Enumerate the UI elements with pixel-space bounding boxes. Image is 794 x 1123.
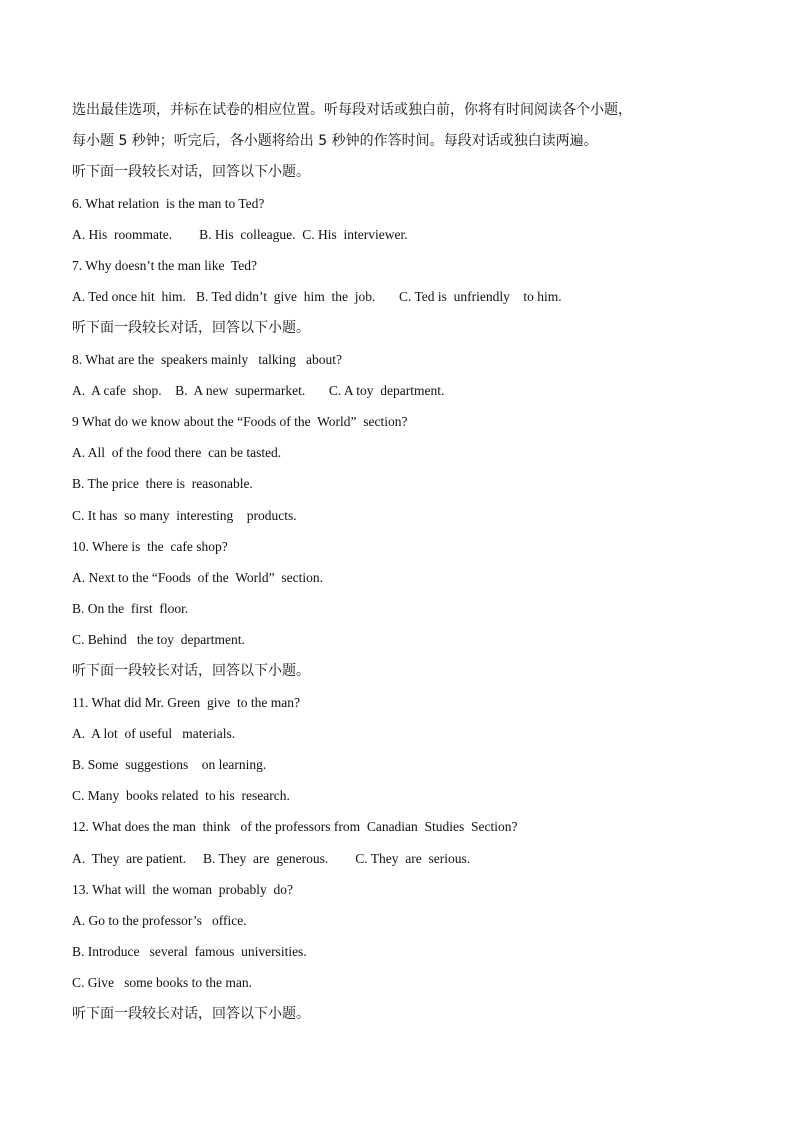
section-intro: 听下面一段较长对话，回答以下小题。 (72, 663, 310, 679)
section-intro: 听下面一段较长对话，回答以下小题。 (72, 1006, 310, 1022)
question-11: 11. What did Mr. Green give to the man? (72, 695, 300, 710)
question-11-option-b: B. Some suggestions on learning. (72, 757, 267, 772)
question-10-option-c: C. Behind the toy department. (72, 632, 245, 647)
question-13-option-a: A. Go to the professor’s office. (72, 913, 247, 928)
question-6-options: A. His roommate. B. His colleague. C. His interviewer. (72, 227, 408, 242)
question-11-option-c: C. Many books related to his research. (72, 788, 290, 803)
question-13-option-c: C. Give some books to the man. (72, 975, 252, 990)
question-10: 10. Where is the cafe shop? (72, 539, 228, 554)
section-intro: 听下面一段较长对话，回答以下小题。 (72, 164, 310, 180)
question-10-option-a: A. Next to the “Foods of the World” section. (72, 570, 323, 585)
question-12-options: A. They are patient. B. They are generous. C. They are serious. (72, 851, 471, 866)
question-11-option-a: A. A lot of useful materials. (72, 726, 236, 741)
question-9-option-c: C. It has so many interesting products. (72, 508, 297, 523)
question-8-options: A. A cafe shop. B. A new supermarket. C. A toy department. (72, 383, 445, 398)
question-7: 7. Why doesn’t the man like Ted? (72, 258, 258, 273)
question-9-option-a: A. All of the food there can be tasted. (72, 445, 282, 460)
instructions-line-1: 选出最佳选项，并标在试卷的相应位置。听每段对话或独白前，你将有时间阅读各个小题， (72, 102, 632, 118)
question-12: 12. What does the man think of the professors from Canadian Studies Section? (72, 819, 518, 834)
question-7-options: A. Ted once hit him. B. Ted didn’t give him the job. C. Ted is unfriendly to him. (72, 289, 562, 304)
question-9: 9 What do we know about the “Foods of the World” section? (72, 414, 408, 429)
question-6: 6. What relation is the man to Ted? (72, 196, 265, 211)
question-13-option-b: B. Introduce several famous universities. (72, 944, 307, 959)
question-13: 13. What will the woman probably do? (72, 882, 293, 897)
question-9-option-b: B. The price there is reasonable. (72, 476, 253, 491)
question-8: 8. What are the speakers mainly talking about? (72, 352, 343, 367)
section-intro: 听下面一段较长对话，回答以下小题。 (72, 320, 310, 336)
instructions-line-2: 每小题 5 秒钟；听完后，各小题将给出 5 秒钟的作答时间。每段对话或独白读两遍。 (72, 133, 598, 149)
question-10-option-b: B. On the first floor. (72, 601, 189, 616)
